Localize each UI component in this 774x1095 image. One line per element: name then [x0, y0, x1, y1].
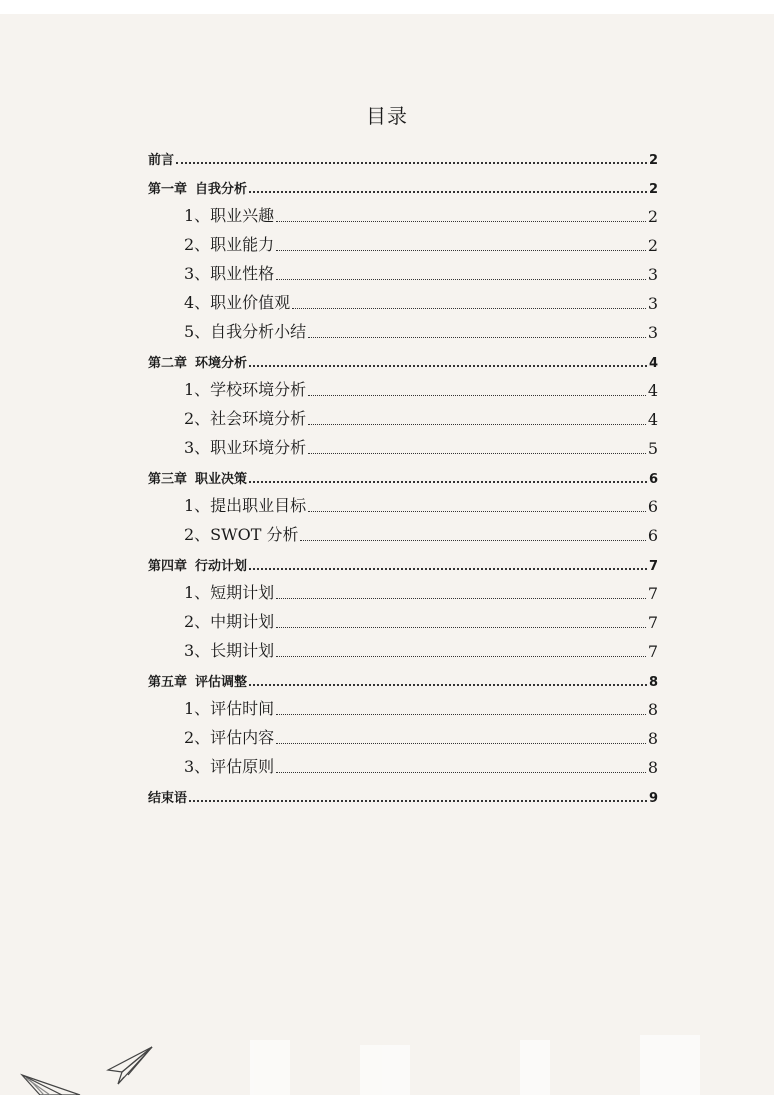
toc-entry-label: 2、SWOT 分析 — [184, 525, 299, 544]
toc-page-number: 2 — [647, 207, 658, 226]
toc-entry-section[interactable] — [148, 575, 658, 604]
toc-page-number: 7 — [648, 559, 658, 574]
toc-entry-section[interactable] — [148, 314, 658, 343]
dot-leader — [292, 308, 646, 309]
toc-entry-label: 3、评估原则 — [184, 757, 275, 776]
dot-leader — [249, 365, 647, 367]
dot-leader — [276, 714, 646, 715]
chapter-title: 职业决策 — [195, 472, 248, 487]
toc-page-number: 2 — [648, 182, 658, 197]
toc-entry-chapter-5[interactable] — [148, 662, 658, 691]
toc-entry-section[interactable] — [148, 285, 658, 314]
toc-page-number: 7 — [647, 613, 658, 632]
toc-entry-section[interactable] — [148, 256, 658, 285]
toc-entry-label — [148, 352, 247, 372]
toc-page-number: 6 — [647, 526, 658, 545]
chapter-number: 第一章 — [148, 182, 188, 197]
toc-page-number: 6 — [648, 472, 658, 487]
page-top-strip — [0, 0, 774, 14]
chapter-number: 第四章 — [148, 559, 188, 574]
toc-page-number: 7 — [647, 584, 658, 603]
dot-leader — [308, 337, 646, 338]
toc-page-number: 4 — [648, 356, 658, 371]
toc-page-number: 8 — [647, 729, 658, 748]
dot-leader — [276, 772, 646, 773]
toc-entry-label: 3、长期计划 — [184, 641, 275, 660]
toc-entry-chapter-2[interactable] — [148, 343, 658, 372]
dot-leader — [276, 279, 646, 280]
toc-entry-section[interactable] — [148, 633, 658, 662]
table-of-contents — [148, 140, 658, 807]
dot-leader — [176, 162, 647, 164]
dot-leader — [249, 191, 647, 193]
toc-page-number: 2 — [647, 236, 658, 255]
toc-page-number: 3 — [647, 294, 658, 313]
toc-entry-label: 1、短期计划 — [184, 583, 275, 602]
toc-entry-label: 2、评估内容 — [184, 728, 275, 747]
chapter-title: 评估调整 — [195, 675, 248, 690]
toc-entry-label: 4、职业价值观 — [184, 293, 291, 312]
toc-entry-chapter-3[interactable] — [148, 459, 658, 488]
toc-entry-label — [148, 178, 247, 198]
toc-entry-preface[interactable] — [148, 140, 658, 169]
toc-entry-section[interactable] — [148, 604, 658, 633]
toc-entry-label: 1、职业兴趣 — [184, 206, 275, 225]
toc-entry-label: 1、评估时间 — [184, 699, 275, 718]
dot-leader — [249, 568, 647, 570]
dot-leader — [276, 743, 646, 744]
toc-entry-section[interactable] — [148, 372, 658, 401]
chapter-number: 第五章 — [148, 675, 188, 690]
dot-leader — [249, 481, 647, 483]
dot-leader — [308, 511, 646, 512]
toc-page-number: 8 — [647, 700, 658, 719]
toc-entry-chapter-4[interactable] — [148, 546, 658, 575]
toc-entry-section[interactable] — [148, 227, 658, 256]
toc-entry-label: 1、学校环境分析 — [184, 380, 307, 399]
dot-leader — [308, 395, 646, 396]
toc-page-number: 2 — [648, 153, 658, 168]
toc-page-number: 3 — [647, 265, 658, 284]
toc-page-number: 7 — [647, 642, 658, 661]
chapter-title: 环境分析 — [195, 356, 248, 371]
toc-entry-label: 2、中期计划 — [184, 612, 275, 631]
toc-page-number: 6 — [647, 497, 658, 516]
toc-entry-section[interactable] — [148, 691, 658, 720]
toc-entry-chapter-1[interactable] — [148, 169, 658, 198]
toc-entry-section[interactable] — [148, 517, 658, 546]
toc-entry-label: 3、职业性格 — [184, 264, 275, 283]
dot-leader — [276, 598, 646, 599]
toc-page-number: 5 — [647, 439, 658, 458]
toc-entry-label: 2、职业能力 — [184, 235, 275, 254]
dot-leader — [249, 684, 647, 686]
toc-entry-section[interactable] — [148, 749, 658, 778]
paper-plane-icon — [108, 1047, 152, 1084]
toc-entry-label — [148, 671, 247, 691]
dot-leader — [308, 453, 646, 454]
toc-entry-section[interactable] — [148, 198, 658, 227]
paper-plane-decoration — [0, 1030, 774, 1095]
toc-entry-label: 5、自我分析小结 — [184, 322, 307, 341]
toc-entry-label: 1、提出职业目标 — [184, 496, 307, 515]
toc-entry-section[interactable] — [148, 401, 658, 430]
toc-entry-label: 前言 — [148, 153, 175, 168]
toc-entry-section[interactable] — [148, 488, 658, 517]
toc-page-number: 8 — [647, 758, 658, 777]
toc-title: 目录 — [366, 104, 408, 128]
toc-page-number: 3 — [647, 323, 658, 342]
toc-page-number: 4 — [647, 381, 658, 400]
dot-leader — [189, 800, 647, 802]
dot-leader — [300, 540, 645, 541]
paper-plane-icon — [22, 1075, 80, 1095]
toc-entry-conclusion[interactable] — [148, 778, 658, 807]
chapter-number: 第二章 — [148, 356, 188, 371]
chapter-title: 行动计划 — [195, 559, 248, 574]
toc-page-number: 9 — [648, 791, 658, 806]
dot-leader — [276, 656, 646, 657]
toc-page-number: 8 — [648, 675, 658, 690]
chapter-number: 第三章 — [148, 472, 188, 487]
dot-leader — [276, 250, 646, 251]
dot-leader — [276, 627, 646, 628]
toc-entry-label — [148, 555, 247, 575]
dot-leader — [308, 424, 646, 425]
dot-leader — [276, 221, 646, 222]
toc-page-number: 4 — [647, 410, 658, 429]
toc-entry-section[interactable] — [148, 720, 658, 749]
toc-entry-label: 结束语 — [148, 791, 188, 806]
toc-entry-label — [148, 468, 247, 488]
chapter-title: 自我分析 — [195, 182, 248, 197]
toc-entry-section[interactable] — [148, 430, 658, 459]
toc-entry-label: 3、职业环境分析 — [184, 438, 307, 457]
toc-entry-label: 2、社会环境分析 — [184, 409, 307, 428]
